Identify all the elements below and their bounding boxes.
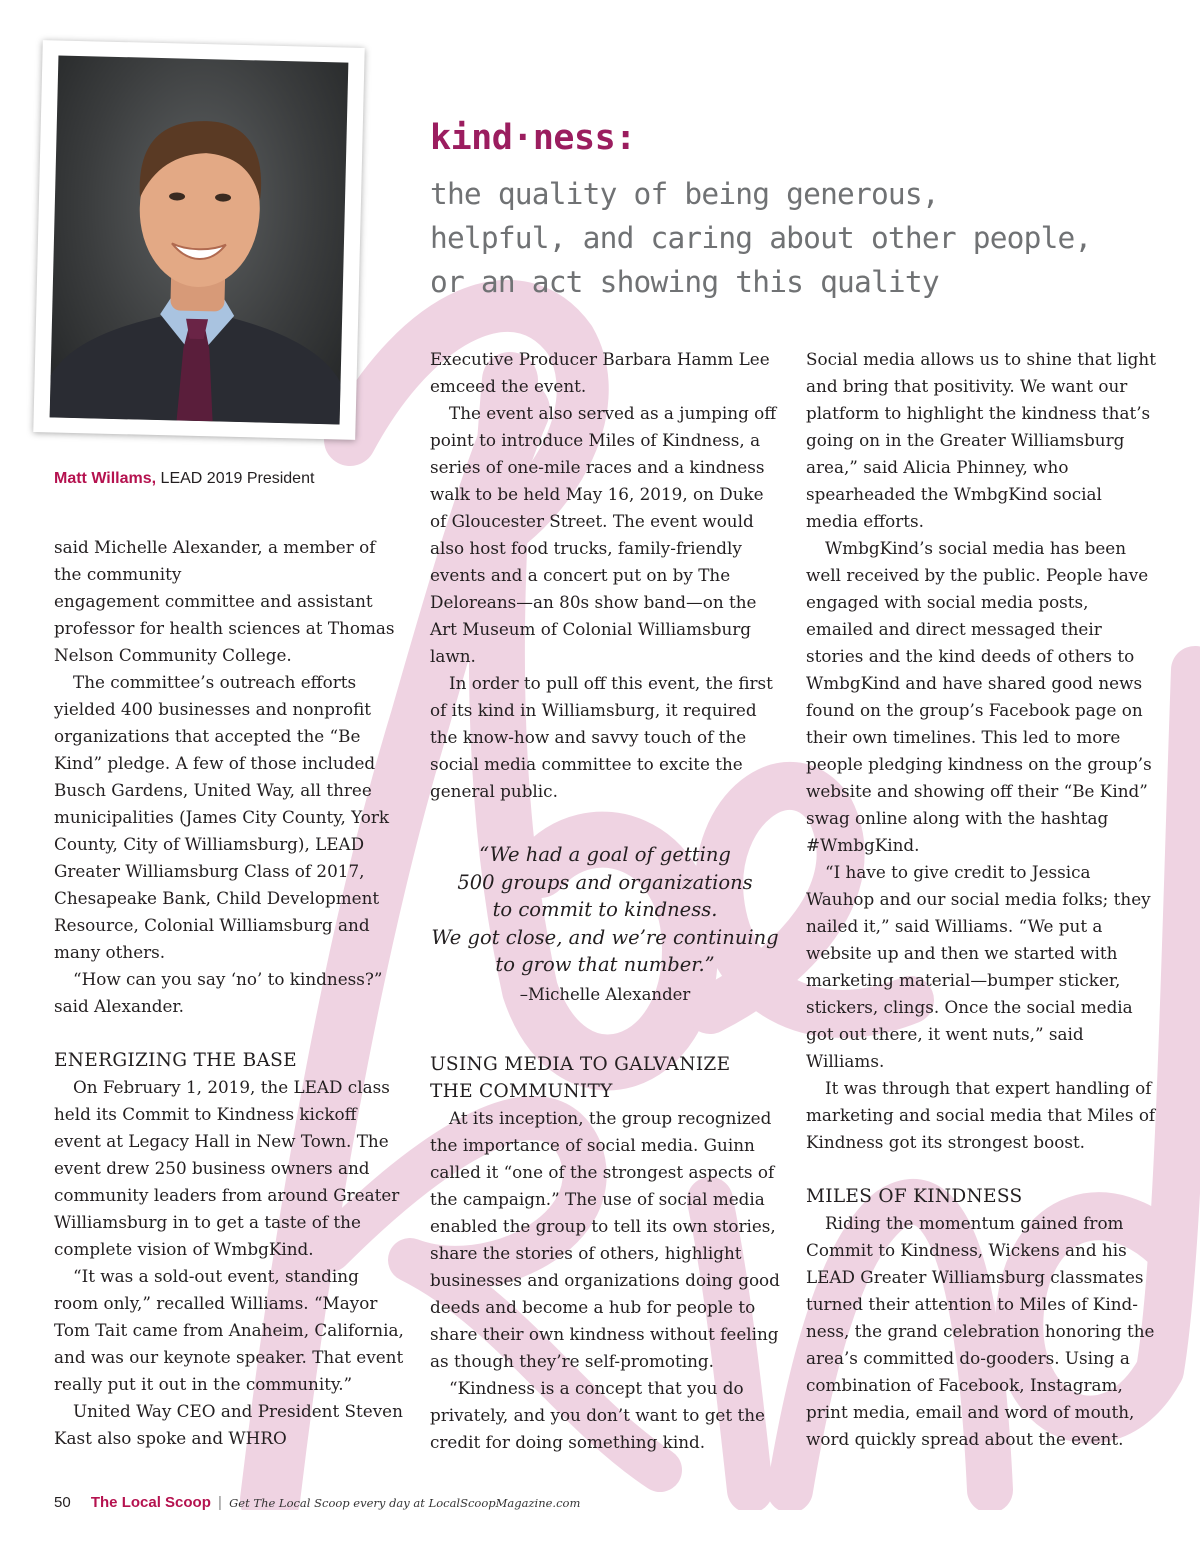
publication-name: The Local Scoop <box>90 1494 211 1511</box>
subhead-line: USING MEDIA TO GALVANIZE <box>430 1053 731 1075</box>
definition-text <box>430 172 1091 304</box>
article-paragraph: Social media allows us to shine that light and bring that positivity. We want our platform to highlight the kindness that’s going on in the Greater Williamsburg area,” said Alicia Phinney, who spearheaded the WmbgKind social media efforts. <box>806 349 1156 531</box>
portrait-illustration <box>50 56 349 425</box>
article-paragraph: “I have to give credit to Jessica Wauhop and our social media folks; they nailed it,” said Williams. “We put a website up and then we started with marketing material—bumper sticker, stickers, clings. Once the social media got out there, it went nuts,” said Williams. <box>806 862 1151 1071</box>
paragraph-line: said Michelle Alexander, a member of <box>54 537 376 557</box>
page-footer <box>54 1494 580 1511</box>
pull-quote-line: to grow that number.” <box>495 953 715 976</box>
section-subhead <box>430 1051 780 1105</box>
article-paragraph: Executive Producer Barbara Hamm Lee emceed the event. <box>430 349 770 396</box>
paragraph-line: engagement committee and assistant <box>54 591 373 611</box>
article-paragraph: In order to pull off this event, the first of its kind in Williamsburg, it required the know-how and savvy touch of the social media committee to excite the general public. <box>430 673 773 801</box>
paragraph-line: Nelson Community College. <box>54 645 292 665</box>
portrait-photo <box>50 56 349 425</box>
article-column-left <box>54 534 404 1452</box>
footer-tagline[interactable]: Get The Local Scoop every day at LocalScoopMagazine.com <box>229 1496 581 1510</box>
page-number: 50 <box>54 1494 71 1511</box>
section-subhead: MILES OF KINDNESS <box>806 1186 1023 1207</box>
article-paragraph <box>54 534 404 669</box>
footer-separator: | <box>218 1494 222 1511</box>
definition-line: or an act showing this quality <box>430 265 939 299</box>
definition-line: helpful, and caring about other people, <box>430 221 1092 255</box>
photo-caption <box>54 470 314 488</box>
pull-quote-line: We got close, and we’re continuing <box>431 925 779 949</box>
article-paragraph: “How can you say ‘no’ to kindness?” said Alexander. <box>54 969 383 1016</box>
article-paragraph: WmbgKind’s social media has been well received by the public. People have engaged with social media posts, emailed and direct messaged their stories and the kind deeds of others to WmbgKind and have shared good news found on the group’s Facebook page on their own timelines. This led to more people pledging kindness on the group’s website and showing off their “Be Kind” swag online along with the hashtag #WmbgKind. <box>806 538 1152 855</box>
article-paragraph: United Way CEO and President Steven Kast also spoke and WHRO <box>54 1401 403 1448</box>
pull-quote-attribution: –Michelle Alexander <box>519 984 691 1004</box>
portrait-photo-frame <box>33 40 364 440</box>
definition-line: the quality of being generous, <box>430 177 939 211</box>
section-spacer <box>54 1020 404 1047</box>
article-paragraph: “It was a sold-out event, standing room only,” recalled Williams. “Mayor Tom Tait came from Anaheim, California, and was our keynote speaker. That event really put it out in the community.” <box>54 1266 404 1394</box>
pull-quote <box>424 841 786 979</box>
pull-quote-line: “We had a goal of getting <box>479 843 731 866</box>
section-subhead: ENERGIZING THE BASE <box>54 1050 297 1071</box>
article-paragraph: On February 1, 2019, the LEAD class held its Commit to Kindness kickoff event at Legacy Hall in New Town. The event drew 250 business owners and community leaders from around Greater Williamsburg in to get a taste of the complete vision of WmbgKind. <box>54 1077 400 1259</box>
article-paragraph: Riding the momentum gained from Commit to Kindness, Wickens and his LEAD Greater Williamsburg classmates turned their attention to Miles of Kind-ness, the grand celebration honoring the area’s committed do-gooders. Using a combination of Facebook, Instagram, print media, email and word of mouth, word quickly spread about the event. <box>806 1213 1155 1449</box>
section-spacer <box>430 1008 780 1051</box>
paragraph-line: the community <box>54 564 182 584</box>
article-paragraph: The event also served as a jumping off point to introduce Miles of Kindness, a series of one-mile races and a kindness walk to be held May 16, 2019, on Duke of Gloucester Street. The event would also host food trucks, family-friendly events and a concert put on by The Deloreans—an 80s show band—on the Art Museum of Colonial Williamsburg lawn. <box>430 403 777 666</box>
paragraph-line: professor for health sciences at Thomas <box>54 618 395 638</box>
article-column-right <box>806 346 1156 1453</box>
section-spacer <box>806 1156 1156 1183</box>
article-column-middle <box>430 346 780 1456</box>
subhead-line: THE COMMUNITY <box>430 1080 613 1102</box>
pull-quote-line: to commit to kindness. <box>492 898 718 921</box>
caption-name: Matt Willams, <box>54 470 157 487</box>
quote-spacer <box>430 805 780 841</box>
article-paragraph: It was through that expert handling of marketing and social media that Miles of Kindness got its strongest boost. <box>806 1078 1156 1152</box>
article-paragraph: The committee’s outreach efforts yielded 400 businesses and nonprofit organizations that accepted the “Be Kind” pledge. A few of those included Busch Gardens, United Way, all three municipalities (James City County, York County, City of Williamsburg), LEAD Greater Williamsburg Class of 2017, Chesapeake Bank, Child Development Resource, Colonial Williamsburg and many others. <box>54 672 390 962</box>
pull-quote-line: 500 groups and organizations <box>457 870 753 894</box>
article-paragraph: “Kindness is a concept that you do privately, and you don’t want to get the credit for doing something kind. <box>430 1377 765 1452</box>
caption-title: LEAD 2019 President <box>160 470 315 487</box>
definition-heading <box>430 118 1091 304</box>
article-paragraph: At its inception, the group recognized the importance of social media. Guinn called it “one of the strongest aspects of the campaign.” The use of social media enabled the group to tell its own stories, share the stories of others, highlight businesses and organizations doing good deeds and become a hub for people to share their own kindness without feeling as though they’re self-promoting. <box>430 1107 780 1371</box>
definition-word: kind·ness: <box>430 118 636 158</box>
